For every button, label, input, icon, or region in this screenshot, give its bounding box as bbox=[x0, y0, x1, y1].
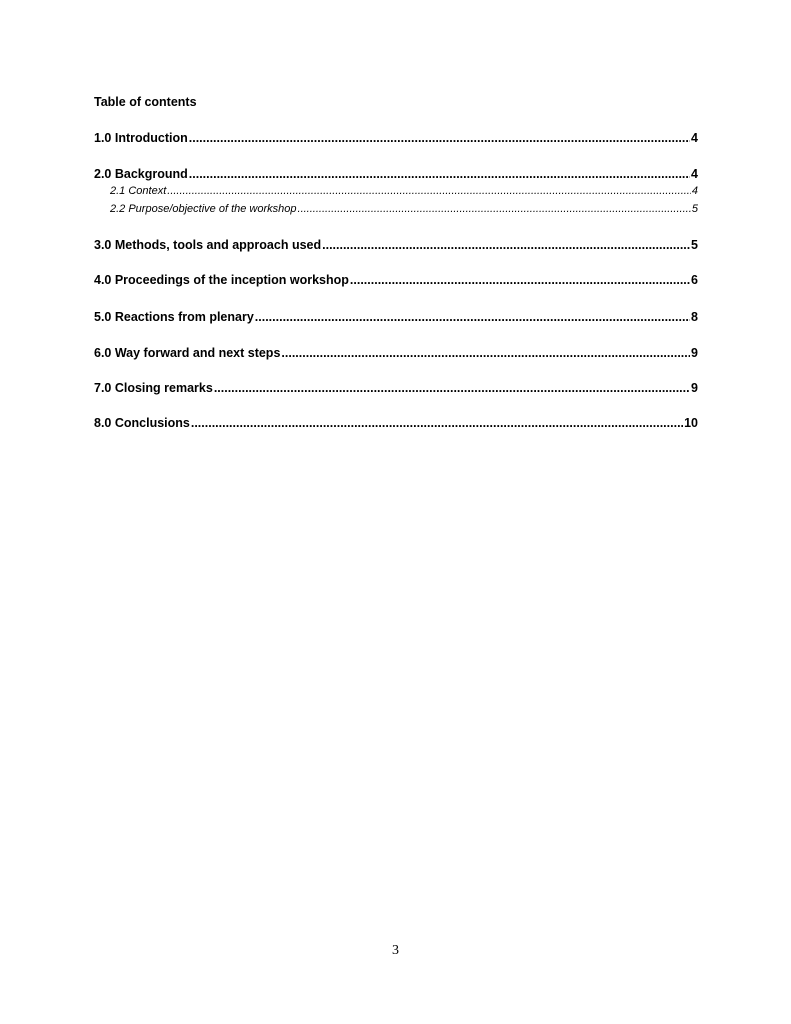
toc-entry-closing-remarks[interactable] bbox=[94, 380, 698, 396]
toc-entry-reactions[interactable] bbox=[94, 309, 698, 325]
toc-entry-background[interactable] bbox=[94, 166, 698, 182]
toc-entry-page: 4 bbox=[691, 167, 698, 181]
toc-entry-purpose[interactable] bbox=[110, 202, 698, 216]
toc-entry-methods[interactable] bbox=[94, 237, 698, 253]
toc-entry-context[interactable] bbox=[110, 184, 698, 198]
toc-entry-page: 6 bbox=[691, 273, 698, 287]
toc-entry-label: 3.0 Methods, tools and approach used bbox=[94, 238, 322, 252]
toc-title: Table of contents bbox=[94, 95, 197, 109]
toc-leader bbox=[298, 202, 691, 216]
page-number: 3 bbox=[392, 943, 399, 958]
toc-entry-page: 4 bbox=[691, 131, 698, 145]
toc-entry-page: 4 bbox=[691, 185, 698, 197]
toc-leader bbox=[350, 272, 690, 288]
toc-entry-label: 5.0 Reactions from plenary bbox=[94, 310, 254, 324]
toc-entry-label: 2.2 Purpose/objective of the workshop bbox=[110, 203, 297, 215]
toc-entry-page: 9 bbox=[691, 346, 698, 360]
toc-entry-label: 4.0 Proceedings of the inception workshop bbox=[94, 273, 349, 287]
toc-entry-label: 2.1 Context bbox=[110, 185, 167, 197]
toc-leader bbox=[281, 345, 690, 361]
toc-entry-label: 2.0 Background bbox=[94, 167, 188, 181]
toc-leader bbox=[191, 415, 683, 431]
toc-entry-page: 5 bbox=[691, 238, 698, 252]
toc-entry-page: 10 bbox=[684, 416, 698, 430]
toc-entry-page: 5 bbox=[691, 203, 698, 215]
toc-leader bbox=[322, 237, 690, 253]
toc-entry-proceedings[interactable] bbox=[94, 272, 698, 288]
toc-entry-conclusions[interactable] bbox=[94, 415, 698, 431]
toc-leader bbox=[255, 309, 690, 325]
toc-leader bbox=[214, 380, 690, 396]
toc-entry-introduction[interactable] bbox=[94, 130, 698, 146]
toc-entry-label: 1.0 Introduction bbox=[94, 131, 188, 145]
toc-entry-way-forward[interactable] bbox=[94, 345, 698, 361]
toc-entry-label: 6.0 Way forward and next steps bbox=[94, 346, 281, 360]
toc-entry-page: 8 bbox=[691, 310, 698, 324]
toc-entry-label: 7.0 Closing remarks bbox=[94, 381, 213, 395]
toc-leader bbox=[189, 166, 690, 182]
toc-leader bbox=[167, 184, 691, 198]
toc-leader bbox=[189, 130, 690, 146]
toc-entry-page: 9 bbox=[691, 381, 698, 395]
toc-entry-label: 8.0 Conclusions bbox=[94, 416, 190, 430]
